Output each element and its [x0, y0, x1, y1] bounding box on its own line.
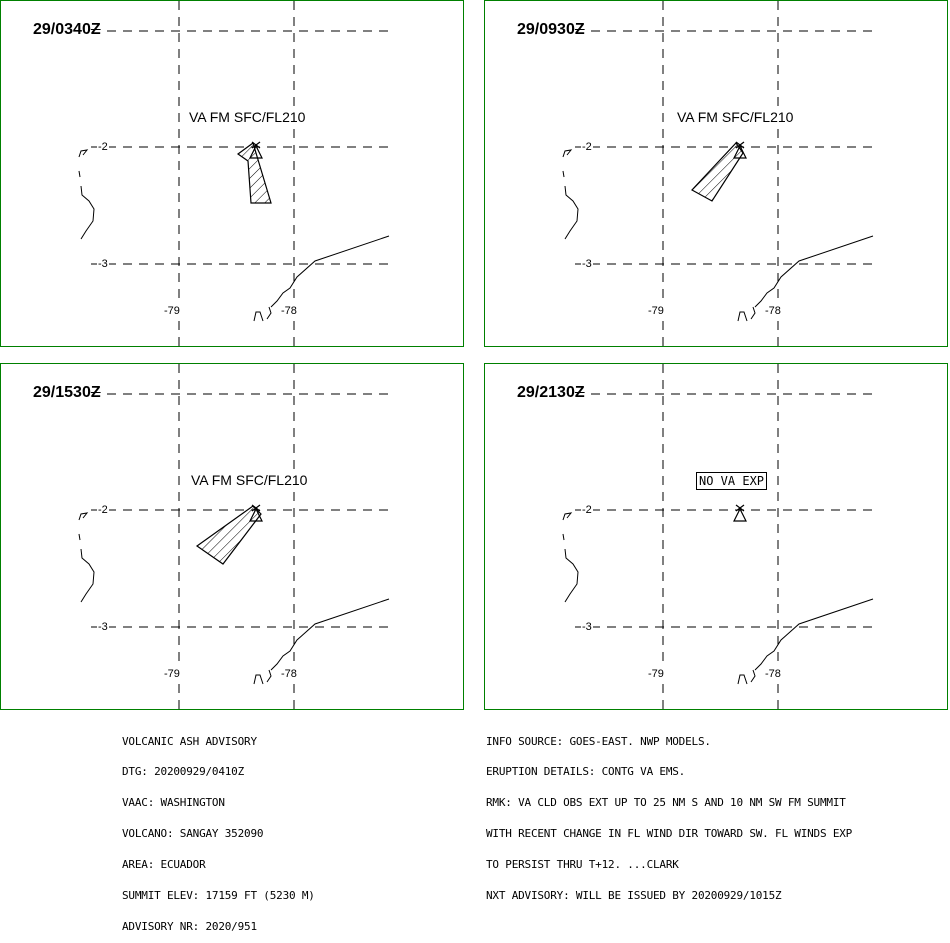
map-panel-2	[484, 0, 948, 347]
lon-tick-label: -78	[281, 305, 297, 317]
lon-tick-label: -78	[281, 668, 297, 680]
lat-tick-label: -3	[582, 621, 592, 633]
advisory-line: INFO SOURCE: GOES-EAST. NWP MODELS.	[486, 734, 711, 748]
advisory-info-left	[122, 716, 315, 943]
map-canvas	[485, 364, 948, 710]
lon-tick-label: -79	[164, 305, 180, 317]
no-va-label: NO VA EXP	[696, 472, 767, 490]
coastline	[563, 513, 873, 684]
advisory-line: ERUPTION DETAILS: CONTG VA EMS.	[486, 765, 686, 779]
advisory-line: SUMMIT ELEV: 17159 FT (5230 M)	[122, 889, 315, 903]
coastline	[79, 150, 389, 321]
ash-polygon	[692, 143, 743, 201]
va-level-label: VA FM SFC/FL210	[677, 109, 794, 125]
advisory-line: VOLCANO: SANGAY 352090	[122, 827, 264, 841]
lat-tick-label: -2	[98, 141, 108, 153]
va-level-label: VA FM SFC/FL210	[189, 109, 306, 125]
advisory-line: ADVISORY NR: 2020/951	[122, 919, 257, 933]
lat-tick-label: -3	[98, 621, 108, 633]
advisory-line: TO PERSIST THRU T+12. ...CLARK	[486, 858, 679, 872]
advisory-line: VAAC: WASHINGTON	[122, 796, 225, 810]
map-canvas	[485, 1, 948, 347]
advisory-line: AREA: ECUADOR	[122, 858, 206, 872]
lon-tick-label: -79	[648, 305, 664, 317]
valid-time: 29/2130Z	[517, 384, 585, 401]
advisory-line: NXT ADVISORY: WILL BE ISSUED BY 20200929/1015Z	[486, 889, 782, 903]
lat-tick-label: -3	[582, 258, 592, 270]
advisory-info-right	[486, 716, 852, 912]
ash-polygon	[238, 143, 271, 203]
lat-tick-label: -2	[582, 504, 592, 516]
volcano-triangle-icon	[734, 505, 746, 521]
map-canvas	[1, 1, 464, 347]
lon-tick-label: -79	[648, 668, 664, 680]
map-panel-1	[0, 0, 464, 347]
lat-tick-label: -2	[582, 141, 592, 153]
valid-time: 29/0340Z	[33, 21, 101, 38]
ash-polygon	[197, 506, 261, 564]
va-level-label: VA FM SFC/FL210	[191, 472, 308, 488]
map-panel-3	[0, 363, 464, 710]
map-canvas	[1, 364, 464, 710]
advisory-line: RMK: VA CLD OBS EXT UP TO 25 NM S AND 10 NM SW FM SUMMIT	[486, 796, 846, 810]
advisory-line: DTG: 20200929/0410Z	[122, 765, 245, 779]
lon-tick-label: -78	[765, 305, 781, 317]
advisory-line: WITH RECENT CHANGE IN FL WIND DIR TOWARD SW. FL WINDS EXP	[486, 827, 853, 841]
valid-time: 29/0930Z	[517, 21, 585, 38]
map-panel-4	[484, 363, 948, 710]
lat-tick-label: -2	[98, 504, 108, 516]
lon-tick-label: -78	[765, 668, 781, 680]
lat-tick-label: -3	[98, 258, 108, 270]
valid-time: 29/1530Z	[33, 384, 101, 401]
advisory-line: VOLCANIC ASH ADVISORY	[122, 734, 257, 748]
lon-tick-label: -79	[164, 668, 180, 680]
